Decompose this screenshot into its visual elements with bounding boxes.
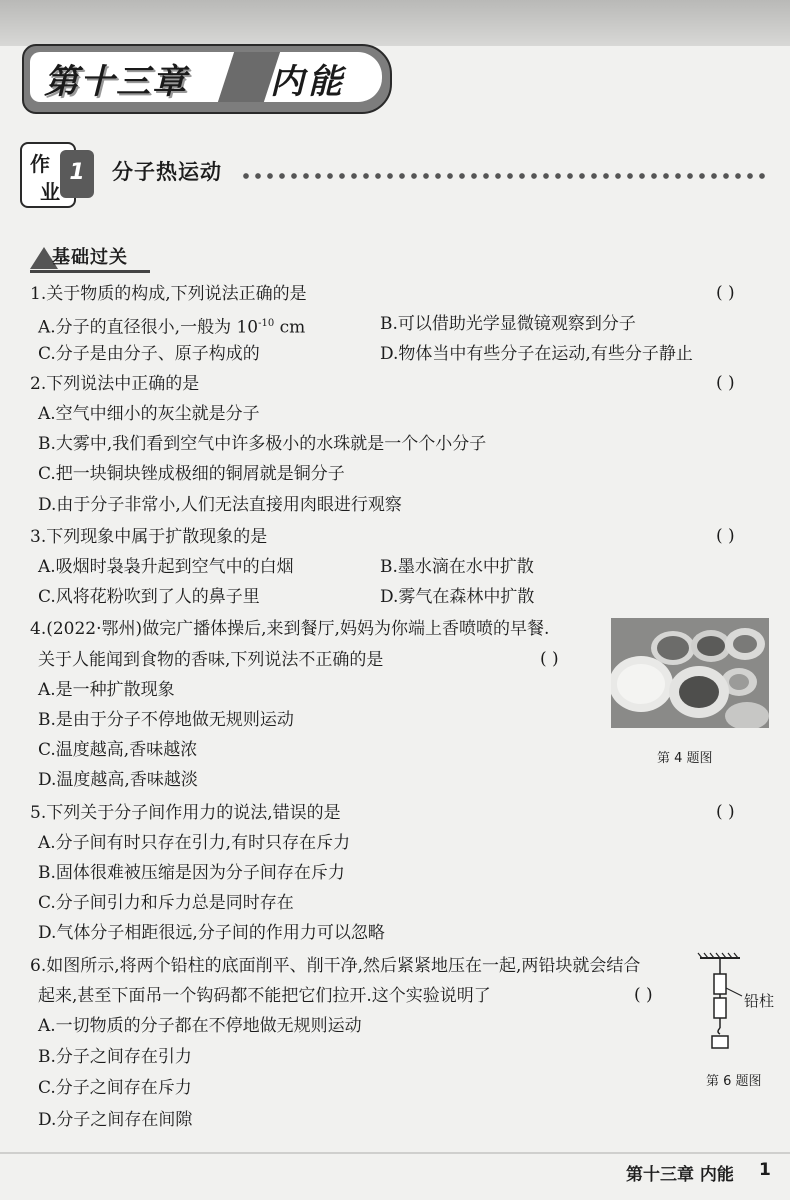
question-6-stem-line2: 起来,甚至下面吊一个钩码都不能把它们拉开.这个实验说明了 [38, 986, 491, 1006]
question-1-answer-blank[interactable]: ( ) [716, 283, 735, 303]
question-1-stem: 1.关于物质的构成,下列说法正确的是 [30, 284, 307, 304]
question-6-answer-blank[interactable]: ( ) [634, 985, 653, 1005]
chapter-banner-inner [30, 52, 382, 102]
breakfast-photo [611, 618, 769, 728]
question-1-option-d: D.物体当中有些分子在运动,有些分子静止 [380, 344, 693, 364]
question-6-option-a: A.一切物质的分子都在不停地做无规则运动 [38, 1016, 362, 1036]
question-5-option-d: D.气体分子相距很远,分子间的作用力可以忽略 [38, 923, 385, 943]
question-3-option-a: A.吸烟时袅袅升起到空气中的白烟 [38, 557, 294, 577]
question-4-stem-line2: 关于人能闻到食物的香味,下列说法不正确的是 [38, 650, 384, 670]
question-2-option-d: D.由于分子非常小,人们无法直接用肉眼进行观察 [38, 495, 402, 515]
homework-label-2: 业 [40, 180, 60, 204]
page-number: 1 [759, 1160, 771, 1180]
question-4-figure-caption: 第 4 题图 [657, 751, 713, 766]
question-5-option-b: B.固体很难被压缩是因为分子间存在斥力 [38, 863, 345, 883]
question-6-figure-caption: 第 6 题图 [706, 1074, 762, 1089]
question-3-stem: 3.下列现象中属于扩散现象的是 [30, 527, 268, 547]
question-3-option-d: D.雾气在森林中扩散 [380, 587, 535, 607]
question-2-stem: 2.下列说法中正确的是 [30, 374, 200, 394]
question-3-option-c: C.风将花粉吹到了人的鼻子里 [38, 587, 260, 607]
section-underline [30, 270, 150, 273]
question-2-answer-blank[interactable]: ( ) [716, 373, 735, 393]
question-3-option-b: B.墨水滴在水中扩散 [380, 557, 534, 577]
question-5-answer-blank[interactable]: ( ) [716, 802, 735, 822]
chapter-number: 第十三章 [44, 62, 188, 102]
question-1-option-a-exponent: -10 [258, 318, 275, 329]
question-1-option-c: C.分子是由分子、原子构成的 [38, 344, 260, 364]
homework-title: 分子热运动 [112, 160, 222, 184]
homework-badge [20, 142, 96, 208]
question-4-option-c: C.温度越高,香味越浓 [38, 740, 198, 760]
question-5-stem: 5.下列关于分子间作用力的说法,错误的是 [30, 803, 341, 823]
question-5-option-a: A.分子间有时只存在引力,有时只存在斥力 [38, 833, 351, 853]
homework-label-1: 作 [30, 152, 50, 176]
question-6-stem: 6.如图所示,将两个铅柱的底面削平、削干净,然后紧紧地压在一起,两铅块就会结合 [30, 956, 641, 976]
section-title: 基础过关 [52, 247, 128, 268]
question-4-option-b: B.是由于分子不停地做无规则运动 [38, 710, 294, 730]
question-3-answer-blank[interactable]: ( ) [716, 526, 735, 546]
question-5-option-c: C.分子间引力和斥力总是同时存在 [38, 893, 294, 913]
question-2-option-a: A.空气中细小的灰尘就是分子 [38, 404, 260, 424]
question-1-option-a [38, 313, 305, 339]
chapter-banner [22, 44, 392, 114]
question-4-option-a: A.是一种扩散现象 [38, 680, 175, 700]
dotted-divider [240, 172, 770, 180]
breakfast-photo-image [611, 618, 769, 728]
footer-divider [0, 1152, 790, 1154]
question-2-option-c: C.把一块铜块锉成极细的铜屑就是铜分子 [38, 464, 345, 484]
question-6-option-b: B.分子之间存在引力 [38, 1047, 192, 1067]
lead-cylinder-label: 铅柱 [744, 992, 775, 1010]
question-6-option-c: C.分子之间存在斥力 [38, 1078, 192, 1098]
top-scan-strip [0, 0, 790, 46]
question-4-stem: 4.(2022·鄂州)做完广播体操后,来到餐厅,妈妈为你端上香喷喷的早餐. [30, 619, 550, 639]
question-1-option-a-text: A.分子的直径很小,一般为 10 [38, 317, 259, 338]
question-6-option-d: D.分子之间存在间隙 [38, 1110, 193, 1130]
chapter-name: 内能 [270, 62, 346, 102]
question-4-answer-blank[interactable]: ( ) [540, 649, 559, 669]
question-1-option-b: B.可以借助光学显微镜观察到分子 [380, 314, 636, 334]
footer-chapter: 第十三章 内能 [626, 1165, 734, 1185]
question-1-option-a-unit: cm [274, 317, 306, 338]
question-2-option-b: B.大雾中,我们看到空气中许多极小的水珠就是一个个小分子 [38, 434, 487, 454]
question-4-option-d: D.温度越高,香味越淡 [38, 770, 198, 790]
homework-number: 1 [60, 150, 94, 198]
